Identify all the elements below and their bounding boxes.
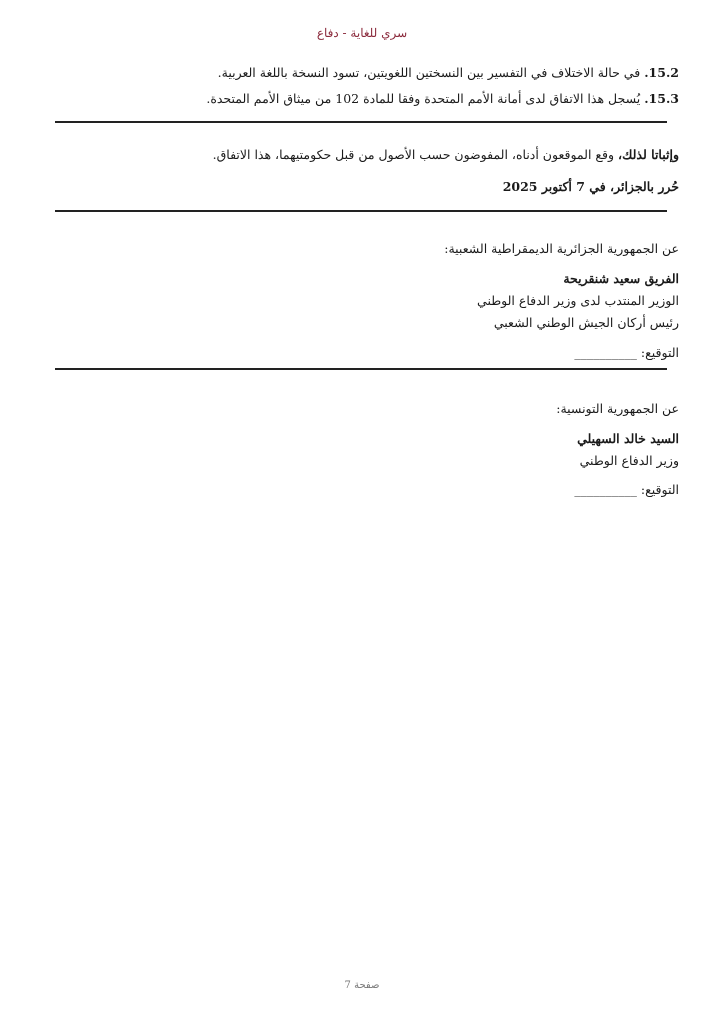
classification-header: سري للغاية - دفاع — [316, 26, 408, 40]
clause-text: يُسجل هذا الاتفاق لدى أمانة الأمم المتحدة وفقا للمادة 102 من ميثاق الأمم المتحدة. — [206, 91, 645, 106]
signature-field-tunisia — [39, 481, 679, 499]
divider — [55, 210, 667, 212]
clause-number: 15.2. — [644, 65, 679, 80]
signature-line: __________ — [574, 345, 637, 360]
party-tunisia: عن الجمهورية التونسية: — [556, 401, 679, 416]
signatory-title: رئيس أركان الجيش الوطني الشعبي — [493, 315, 679, 330]
signature-label: التوقيع: — [640, 482, 679, 497]
witness-text: وقع الموقعون أدناه، المفوضون حسب الأصول من قبل حكومتيهما، هذا الاتفاق. — [212, 147, 619, 162]
divider — [55, 121, 667, 123]
divider — [55, 368, 667, 370]
clause-text: في حالة الاختلاف في التفسير بين النسختين اللغويتين، تسود النسخة باللغة العربية. — [217, 65, 645, 80]
signature-label: التوقيع: — [640, 345, 679, 360]
signatory-title: وزير الدفاع الوطني — [579, 453, 679, 468]
clause-number: 15.3. — [644, 91, 679, 106]
signatory-name-tunisia: السيد خالد السهيلي — [577, 431, 679, 446]
page-number: صفحة 7 — [344, 980, 380, 991]
witness-lead: وإثباتا لذلك، — [618, 147, 679, 162]
clause-15-2 — [39, 64, 679, 82]
party-algeria: عن الجمهورية الجزائرية الديمقراطية الشعبية: — [444, 241, 679, 256]
signatory-title: الوزير المنتدب لدى وزير الدفاع الوطني — [477, 293, 679, 308]
witness-clause — [39, 146, 679, 164]
done-at: حُرر بالجزائر، في 7 أكتوبر 2025 — [502, 179, 679, 194]
signatory-name-algeria: الفريق سعيد شنقريحة — [563, 271, 679, 286]
clause-15-3 — [39, 90, 679, 108]
signature-field-algeria — [39, 344, 679, 362]
signature-line: __________ — [574, 482, 637, 497]
